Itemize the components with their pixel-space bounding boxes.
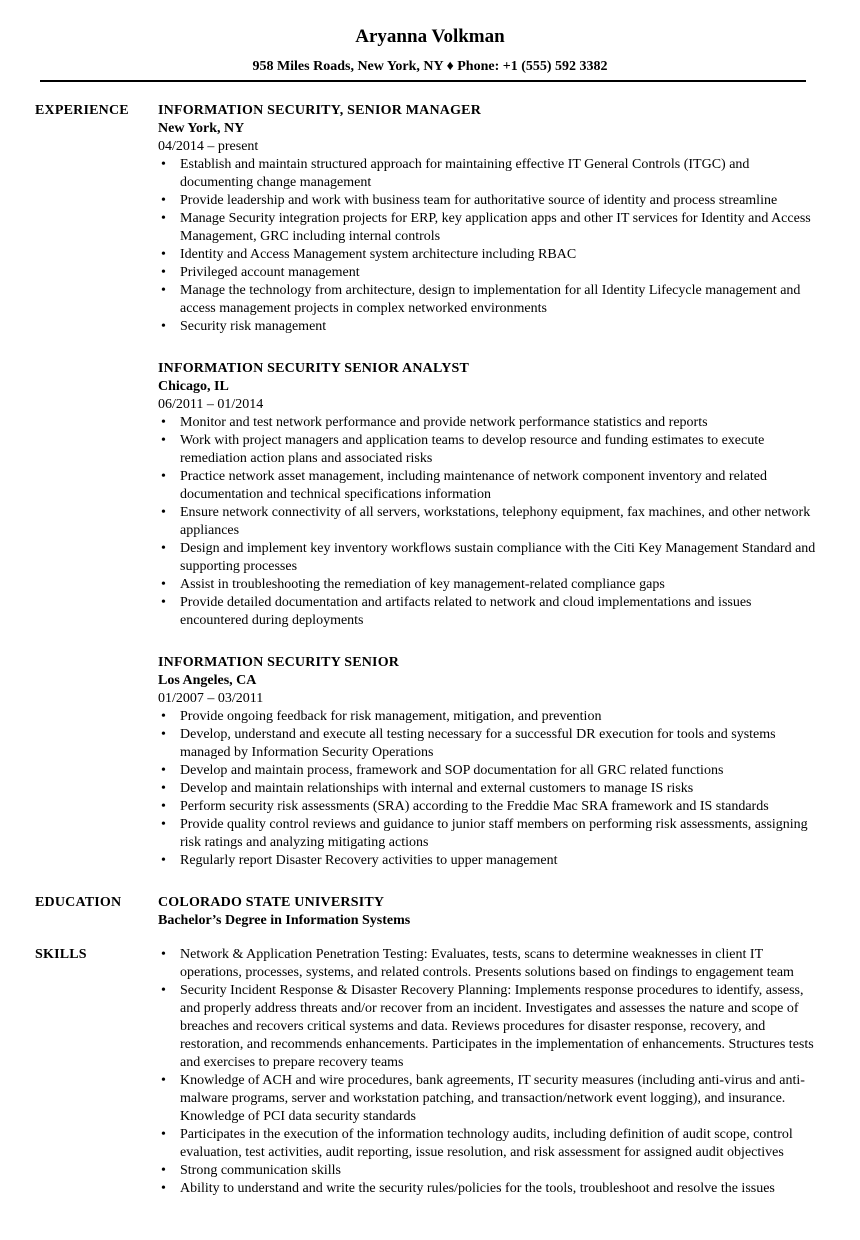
list-item: • Develop and maintain process, framework and SOP documentation for all GRC related functions — [161, 763, 724, 778]
skills-bullets — [158, 946, 818, 1198]
bullet-icon: • — [161, 505, 166, 520]
list-item: • Participates in the execution of the information technology audits, including definition of audit scope, control evaluation, test activities, audit reporting, issue resolution, and risk assessment for assigned audit objectives — [161, 1127, 793, 1160]
bullet-icon: • — [161, 595, 166, 610]
section-label-experience: EXPERIENCE — [35, 103, 129, 118]
list-item: • Monitor and test network performance and provide network performance statistics and reports — [161, 415, 708, 430]
list-item: • Provide leadership and work with business team for authoritative source of identity and process streamline — [161, 193, 778, 208]
list-item: • Ability to understand and write the security rules/policies for the tools, troubleshoot and resolve the issues — [161, 1181, 775, 1196]
bullet-icon: • — [161, 1073, 166, 1088]
list-item: • Provide quality control reviews and guidance to junior staff members on performing risk assessments, assigning risk ratings and analyzing mitigating actions — [161, 817, 808, 850]
bullet-icon: • — [161, 193, 166, 208]
job-dates: 01/2007 – 03/2011 — [158, 691, 264, 706]
job-title: INFORMATION SECURITY SENIOR ANALYST — [158, 361, 470, 376]
school-name: COLORADO STATE UNIVERSITY — [158, 895, 385, 910]
bullet-icon: • — [161, 781, 166, 796]
bullet-icon: • — [161, 211, 166, 226]
bullet-icon: • — [161, 1127, 166, 1142]
section-label-skills: SKILLS — [35, 947, 87, 962]
list-item: • Security Incident Response & Disaster Recovery Planning: Implements response procedures to identify, assess, and properly address threats and/or recover from an incident. Investigates and assesses the nature and scope of breaches and recovers critical systems and data. Reviews procedures for disaster response, recovery, and restoration, and recommends enhancements. Participates in the implementation of enhancements. Structures tests and exercises to prepare recovery teams — [161, 983, 814, 1070]
list-item: • Privileged account management — [161, 265, 360, 280]
list-item: • Practice network asset management, including maintenance of network component inventory and related documentation and technical specifications information — [161, 469, 768, 502]
list-item: • Ensure network connectivity of all servers, workstations, telephony equipment, fax machines, and other network appliances — [161, 505, 811, 538]
resume-header — [0, 0, 860, 76]
bullet-icon: • — [161, 265, 166, 280]
skills-section — [0, 946, 860, 1198]
bullet-icon: • — [161, 763, 166, 778]
list-item: • Knowledge of ACH and wire procedures, bank agreements, IT security measures (including anti-virus and anti-malware programs, server and workstation patching, and transaction/network event logging), and insurance. Knowledge of PCI data security standards — [161, 1073, 805, 1124]
list-item: • Provide ongoing feedback for risk management, mitigation, and prevention — [161, 709, 602, 724]
list-item: • Provide detailed documentation and artifacts related to network and cloud implementations and issues encountered during deployments — [161, 595, 752, 628]
list-item: • Assist in troubleshooting the remediation of key management-related compliance gaps — [161, 577, 665, 592]
list-item: • Manage Security integration projects for ERP, key application apps and other IT services for Identity and Access Management, GRC including internal controls — [161, 211, 811, 244]
bullet-icon: • — [161, 415, 166, 430]
bullet-icon: • — [161, 817, 166, 832]
list-item: • Establish and maintain structured approach for maintaining effective IT General Controls (ITGC) and documenting change management — [161, 157, 750, 190]
list-item: • Manage the technology from architecture, design to implementation for all Identity Lifecycle management and access management projects in complex networked environments — [161, 283, 801, 316]
job-dates: 04/2014 – present — [158, 139, 259, 154]
bullet-icon: • — [161, 709, 166, 724]
education-section — [0, 894, 860, 930]
bullet-icon: • — [161, 319, 166, 334]
job-bullets — [158, 156, 818, 336]
job-title: INFORMATION SECURITY SENIOR — [158, 655, 400, 670]
bullet-icon: • — [161, 283, 166, 298]
degree: Bachelor’s Degree in Information Systems — [158, 913, 411, 928]
job-bullets — [158, 708, 818, 870]
bullet-icon: • — [161, 157, 166, 172]
job-location: Los Angeles, CA — [158, 673, 257, 688]
bullet-icon: • — [161, 727, 166, 742]
bullet-icon: • — [161, 799, 166, 814]
job-location: New York, NY — [158, 121, 245, 136]
job-bullets — [158, 414, 818, 630]
bullet-icon: • — [161, 947, 166, 962]
job-dates: 06/2011 – 01/2014 — [158, 397, 264, 412]
bullet-icon: • — [161, 541, 166, 556]
experience-section — [0, 102, 860, 870]
header-divider — [40, 80, 806, 82]
job-entry — [158, 102, 818, 336]
list-item: • Design and implement key inventory workflows sustain compliance with the Citi Key Management Standard and supporting processes — [161, 541, 816, 574]
job-title: INFORMATION SECURITY, SENIOR MANAGER — [158, 103, 482, 118]
list-item: • Regularly report Disaster Recovery activities to upper management — [161, 853, 558, 868]
list-item: • Identity and Access Management system architecture including RBAC — [161, 247, 577, 262]
bullet-icon: • — [161, 1181, 166, 1196]
list-item: • Strong communication skills — [161, 1163, 341, 1178]
job-entry — [158, 654, 818, 870]
list-item: • Develop, understand and execute all testing necessary for a successful DR execution for tools and systems managed by Information Security Operations — [161, 727, 776, 760]
candidate-name: Aryanna Volkman — [355, 26, 505, 47]
list-item: • Work with project managers and application teams to develop resource and funding estimates to execute remediation action plans and associated risks — [161, 433, 765, 466]
list-item: • Security risk management — [161, 319, 327, 334]
bullet-icon: • — [161, 577, 166, 592]
bullet-icon: • — [161, 983, 166, 998]
section-label-education: EDUCATION — [35, 895, 122, 910]
bullet-icon: • — [161, 1163, 166, 1178]
bullet-icon: • — [161, 469, 166, 484]
bullet-icon: • — [161, 433, 166, 448]
list-item: • Network & Application Penetration Testing: Evaluates, tests, scans to determine weaknesses in client IT operations, processes, systems, and related controls. Presents solutions based on findings to engagement team — [161, 947, 794, 980]
job-entry — [158, 360, 818, 630]
bullet-icon: • — [161, 853, 166, 868]
list-item: • Develop and maintain relationships with internal and external customers to manage IS risks — [161, 781, 694, 796]
bullet-icon: • — [161, 247, 166, 262]
contact-info: 958 Miles Roads, New York, NY ♦ Phone: +1 (555) 592 3382 — [252, 59, 608, 74]
job-location: Chicago, IL — [158, 379, 229, 394]
list-item: • Perform security risk assessments (SRA) according to the Freddie Mac SRA framework and IS standards — [161, 799, 769, 814]
